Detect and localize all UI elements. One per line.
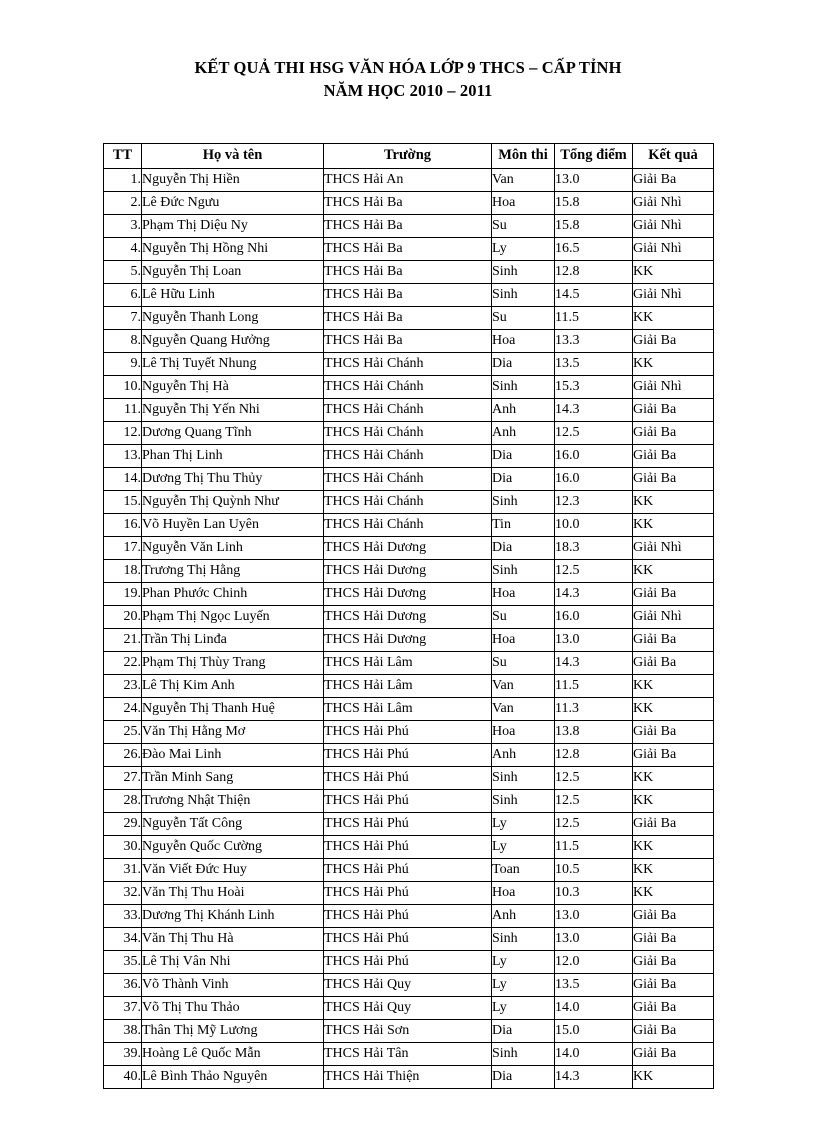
cell-tt: 23. — [104, 675, 142, 698]
table-row — [104, 813, 714, 836]
cell-tt: 7. — [104, 307, 142, 330]
cell-subject: Su — [492, 606, 555, 629]
cell-name: Lê Đức Ngưu — [142, 192, 324, 215]
cell-school: THCS Hải Thiện — [324, 1066, 492, 1089]
table-row — [104, 767, 714, 790]
column-header-result: Kết quả — [633, 144, 714, 169]
table-row — [104, 882, 714, 905]
cell-school: THCS Hải Quy — [324, 997, 492, 1020]
cell-subject: Su — [492, 307, 555, 330]
table-row — [104, 1066, 714, 1089]
cell-subject: Van — [492, 675, 555, 698]
table-row — [104, 422, 714, 445]
table-row — [104, 399, 714, 422]
cell-school: THCS Hải Chánh — [324, 445, 492, 468]
cell-score: 16.0 — [555, 606, 633, 629]
cell-result: Giải Ba — [633, 445, 714, 468]
table-row — [104, 284, 714, 307]
cell-school: THCS Hải Ba — [324, 238, 492, 261]
cell-score: 11.5 — [555, 836, 633, 859]
cell-name: Đào Mai Linh — [142, 744, 324, 767]
table-row — [104, 997, 714, 1020]
cell-tt: 30. — [104, 836, 142, 859]
cell-tt: 32. — [104, 882, 142, 905]
cell-subject: Ly — [492, 951, 555, 974]
cell-result: KK — [633, 1066, 714, 1089]
cell-result: Giải Nhì — [633, 376, 714, 399]
cell-name: Dương Thị Khánh Linh — [142, 905, 324, 928]
cell-name: Phạm Thị Diệu Ny — [142, 215, 324, 238]
cell-result: KK — [633, 698, 714, 721]
table-row — [104, 859, 714, 882]
cell-tt: 18. — [104, 560, 142, 583]
table-row — [104, 261, 714, 284]
cell-tt: 28. — [104, 790, 142, 813]
cell-score: 11.5 — [555, 675, 633, 698]
table-row — [104, 307, 714, 330]
cell-result: Giải Ba — [633, 744, 714, 767]
cell-tt: 38. — [104, 1020, 142, 1043]
cell-result: Giải Nhì — [633, 238, 714, 261]
table-row — [104, 514, 714, 537]
cell-school: THCS Hải Phú — [324, 836, 492, 859]
cell-result: KK — [633, 882, 714, 905]
cell-tt: 20. — [104, 606, 142, 629]
cell-result: Giải Ba — [633, 169, 714, 192]
cell-tt: 15. — [104, 491, 142, 514]
cell-score: 13.5 — [555, 974, 633, 997]
table-row — [104, 836, 714, 859]
cell-subject: Ly — [492, 238, 555, 261]
cell-name: Nguyễn Thị Quỳnh Như — [142, 491, 324, 514]
table-row — [104, 215, 714, 238]
cell-tt: 16. — [104, 514, 142, 537]
cell-subject: Dia — [492, 445, 555, 468]
table-row — [104, 560, 714, 583]
cell-school: THCS Hải Chánh — [324, 514, 492, 537]
cell-score: 10.5 — [555, 859, 633, 882]
page-title-line2: NĂM HỌC 2010 – 2011 — [323, 81, 493, 100]
cell-score: 15.8 — [555, 192, 633, 215]
cell-result: KK — [633, 767, 714, 790]
cell-subject: Dia — [492, 1020, 555, 1043]
cell-school: THCS Hải Chánh — [324, 353, 492, 376]
cell-result: Giải Ba — [633, 997, 714, 1020]
cell-result: Giải Nhì — [633, 606, 714, 629]
cell-school: THCS Hải Dương — [324, 606, 492, 629]
cell-score: 12.5 — [555, 560, 633, 583]
cell-school: THCS Hải Phú — [324, 744, 492, 767]
cell-subject: Ly — [492, 997, 555, 1020]
cell-subject: Ly — [492, 836, 555, 859]
cell-score: 12.8 — [555, 261, 633, 284]
cell-name: Dương Quang Tĩnh — [142, 422, 324, 445]
cell-name: Phan Thị Linh — [142, 445, 324, 468]
cell-tt: 25. — [104, 721, 142, 744]
cell-score: 14.0 — [555, 1043, 633, 1066]
cell-result: Giải Ba — [633, 468, 714, 491]
cell-subject: Sinh — [492, 790, 555, 813]
cell-result: KK — [633, 514, 714, 537]
cell-tt: 14. — [104, 468, 142, 491]
cell-school: THCS Hải An — [324, 169, 492, 192]
cell-result: Giải Nhì — [633, 192, 714, 215]
cell-result: Giải Ba — [633, 1043, 714, 1066]
cell-result: Giải Nhì — [633, 284, 714, 307]
cell-subject: Sinh — [492, 928, 555, 951]
cell-tt: 21. — [104, 629, 142, 652]
cell-tt: 12. — [104, 422, 142, 445]
table-row — [104, 652, 714, 675]
cell-result: Giải Ba — [633, 721, 714, 744]
cell-school: THCS Hải Quy — [324, 974, 492, 997]
table-row — [104, 744, 714, 767]
table-row — [104, 951, 714, 974]
cell-name: Trần Thị Linđa — [142, 629, 324, 652]
cell-score: 12.5 — [555, 790, 633, 813]
table-row — [104, 721, 714, 744]
cell-result: Giải Ba — [633, 813, 714, 836]
cell-result: Giải Ba — [633, 399, 714, 422]
cell-subject: Sinh — [492, 1043, 555, 1066]
cell-tt: 27. — [104, 767, 142, 790]
cell-name: Lê Thị Kim Anh — [142, 675, 324, 698]
cell-name: Văn Thị Thu Hà — [142, 928, 324, 951]
cell-result: KK — [633, 836, 714, 859]
cell-result: KK — [633, 859, 714, 882]
cell-subject: Hoa — [492, 192, 555, 215]
table-row — [104, 905, 714, 928]
cell-score: 15.3 — [555, 376, 633, 399]
cell-score: 15.0 — [555, 1020, 633, 1043]
cell-result: Giải Ba — [633, 928, 714, 951]
cell-score: 13.0 — [555, 169, 633, 192]
cell-tt: 13. — [104, 445, 142, 468]
cell-school: THCS Hải Chánh — [324, 491, 492, 514]
cell-score: 14.3 — [555, 1066, 633, 1089]
cell-school: THCS Hải Phú — [324, 928, 492, 951]
cell-school: THCS Hải Phú — [324, 790, 492, 813]
cell-result: Giải Ba — [633, 974, 714, 997]
cell-score: 12.5 — [555, 767, 633, 790]
cell-score: 11.3 — [555, 698, 633, 721]
table-row — [104, 790, 714, 813]
cell-tt: 31. — [104, 859, 142, 882]
table-row — [104, 1043, 714, 1066]
cell-name: Nguyễn Quang Hưởng — [142, 330, 324, 353]
cell-subject: Dia — [492, 1066, 555, 1089]
cell-result: Giải Ba — [633, 652, 714, 675]
table-row — [104, 491, 714, 514]
cell-name: Trương Nhật Thiện — [142, 790, 324, 813]
cell-tt: 35. — [104, 951, 142, 974]
cell-score: 14.3 — [555, 652, 633, 675]
cell-school: THCS Hải Ba — [324, 192, 492, 215]
table-row — [104, 537, 714, 560]
page-title-line1: KẾT QUẢ THI HSG VĂN HÓA LỚP 9 THCS – CẤP TỈNH — [194, 58, 622, 77]
cell-tt: 2. — [104, 192, 142, 215]
table-row — [104, 192, 714, 215]
cell-name: Nguyễn Tất Công — [142, 813, 324, 836]
cell-name: Phạm Thị Ngọc Luyến — [142, 606, 324, 629]
cell-score: 13.3 — [555, 330, 633, 353]
cell-score: 13.0 — [555, 629, 633, 652]
table-body — [104, 169, 714, 1089]
cell-school: THCS Hải Dương — [324, 560, 492, 583]
cell-name: Nguyễn Thị Hồng Nhi — [142, 238, 324, 261]
cell-result: Giải Nhì — [633, 537, 714, 560]
cell-tt: 40. — [104, 1066, 142, 1089]
cell-score: 13.0 — [555, 905, 633, 928]
column-header-subject: Môn thi — [492, 144, 555, 169]
cell-name: Nguyễn Thị Loan — [142, 261, 324, 284]
cell-school: THCS Hải Lâm — [324, 652, 492, 675]
cell-tt: 33. — [104, 905, 142, 928]
cell-school: THCS Hải Phú — [324, 905, 492, 928]
cell-tt: 6. — [104, 284, 142, 307]
cell-school: THCS Hải Ba — [324, 215, 492, 238]
cell-school: THCS Hải Dương — [324, 583, 492, 606]
cell-score: 12.0 — [555, 951, 633, 974]
cell-name: Lê Thị Tuyết Nhung — [142, 353, 324, 376]
cell-tt: 26. — [104, 744, 142, 767]
cell-subject: Su — [492, 215, 555, 238]
cell-result: KK — [633, 790, 714, 813]
cell-subject: Anh — [492, 905, 555, 928]
cell-school: THCS Hải Ba — [324, 261, 492, 284]
cell-name: Dương Thị Thu Thủy — [142, 468, 324, 491]
table-header — [104, 144, 714, 169]
table-row — [104, 353, 714, 376]
cell-result: KK — [633, 560, 714, 583]
cell-name: Võ Thành Vinh — [142, 974, 324, 997]
cell-result: KK — [633, 353, 714, 376]
cell-school: THCS Hải Tân — [324, 1043, 492, 1066]
cell-tt: 29. — [104, 813, 142, 836]
cell-subject: Anh — [492, 399, 555, 422]
cell-school: THCS Hải Phú — [324, 882, 492, 905]
cell-subject: Sinh — [492, 767, 555, 790]
cell-score: 18.3 — [555, 537, 633, 560]
cell-subject: Hoa — [492, 330, 555, 353]
cell-result: KK — [633, 675, 714, 698]
cell-name: Văn Thị Hằng Mơ — [142, 721, 324, 744]
cell-school: THCS Hải Chánh — [324, 468, 492, 491]
cell-school: THCS Hải Sơn — [324, 1020, 492, 1043]
cell-result: Giải Ba — [633, 951, 714, 974]
cell-tt: 4. — [104, 238, 142, 261]
cell-name: Lê Thị Vân Nhi — [142, 951, 324, 974]
cell-result: Giải Ba — [633, 629, 714, 652]
cell-subject: Anh — [492, 744, 555, 767]
cell-name: Nguyễn Văn Linh — [142, 537, 324, 560]
cell-name: Thân Thị Mỹ Lương — [142, 1020, 324, 1043]
cell-subject: Dia — [492, 468, 555, 491]
cell-score: 16.5 — [555, 238, 633, 261]
table-row — [104, 698, 714, 721]
cell-tt: 17. — [104, 537, 142, 560]
cell-school: THCS Hải Chánh — [324, 376, 492, 399]
cell-name: Văn Viết Đức Huy — [142, 859, 324, 882]
cell-school: THCS Hải Phú — [324, 859, 492, 882]
column-header-tt: TT — [104, 144, 142, 169]
cell-tt: 24. — [104, 698, 142, 721]
cell-school: THCS Hải Phú — [324, 721, 492, 744]
table-row — [104, 169, 714, 192]
cell-subject: Ly — [492, 974, 555, 997]
cell-school: THCS Hải Lâm — [324, 698, 492, 721]
cell-name: Phạm Thị Thùy Trang — [142, 652, 324, 675]
cell-name: Nguyễn Thị Thanh Huệ — [142, 698, 324, 721]
cell-subject: Sinh — [492, 491, 555, 514]
cell-result: Giải Nhì — [633, 215, 714, 238]
cell-tt: 5. — [104, 261, 142, 284]
cell-result: Giải Ba — [633, 583, 714, 606]
cell-score: 11.5 — [555, 307, 633, 330]
table-row — [104, 583, 714, 606]
cell-score: 15.8 — [555, 215, 633, 238]
cell-name: Văn Thị Thu Hoài — [142, 882, 324, 905]
cell-name: Trần Minh Sang — [142, 767, 324, 790]
cell-name: Lê Hữu Linh — [142, 284, 324, 307]
table-row — [104, 606, 714, 629]
cell-name: Trương Thị Hằng — [142, 560, 324, 583]
cell-tt: 9. — [104, 353, 142, 376]
table-row — [104, 330, 714, 353]
cell-school: THCS Hải Phú — [324, 767, 492, 790]
cell-school: THCS Hải Chánh — [324, 399, 492, 422]
cell-school: THCS Hải Ba — [324, 284, 492, 307]
cell-subject: Sinh — [492, 284, 555, 307]
column-header-name: Họ và tên — [142, 144, 324, 169]
cell-subject: Sinh — [492, 376, 555, 399]
cell-name: Hoàng Lê Quốc Mẫn — [142, 1043, 324, 1066]
cell-subject: Hoa — [492, 629, 555, 652]
cell-subject: Ly — [492, 813, 555, 836]
cell-school: THCS Hải Phú — [324, 813, 492, 836]
cell-subject: Su — [492, 652, 555, 675]
cell-subject: Dia — [492, 537, 555, 560]
table-row — [104, 468, 714, 491]
cell-tt: 10. — [104, 376, 142, 399]
cell-tt: 3. — [104, 215, 142, 238]
cell-score: 10.3 — [555, 882, 633, 905]
cell-score: 16.0 — [555, 445, 633, 468]
cell-score: 14.3 — [555, 583, 633, 606]
cell-score: 14.0 — [555, 997, 633, 1020]
cell-result: Giải Ba — [633, 1020, 714, 1043]
cell-tt: 1. — [104, 169, 142, 192]
cell-subject: Dia — [492, 353, 555, 376]
cell-score: 14.5 — [555, 284, 633, 307]
cell-score: 13.0 — [555, 928, 633, 951]
cell-result: KK — [633, 261, 714, 284]
cell-school: THCS Hải Chánh — [324, 422, 492, 445]
cell-result: Giải Ba — [633, 905, 714, 928]
cell-subject: Van — [492, 169, 555, 192]
table-row — [104, 238, 714, 261]
cell-tt: 39. — [104, 1043, 142, 1066]
cell-score: 13.8 — [555, 721, 633, 744]
table-row — [104, 445, 714, 468]
cell-score: 14.3 — [555, 399, 633, 422]
cell-tt: 22. — [104, 652, 142, 675]
cell-name: Lê Bình Thảo Nguyên — [142, 1066, 324, 1089]
cell-result: KK — [633, 307, 714, 330]
cell-score: 12.3 — [555, 491, 633, 514]
cell-subject: Hoa — [492, 583, 555, 606]
table-row — [104, 376, 714, 399]
cell-score: 12.5 — [555, 813, 633, 836]
cell-name: Nguyễn Thị Hà — [142, 376, 324, 399]
cell-subject: Tin — [492, 514, 555, 537]
cell-score: 12.8 — [555, 744, 633, 767]
cell-score: 12.5 — [555, 422, 633, 445]
table-header-row — [104, 144, 714, 169]
table-row — [104, 629, 714, 652]
cell-name: Nguyễn Quốc Cường — [142, 836, 324, 859]
cell-score: 16.0 — [555, 468, 633, 491]
cell-subject: Van — [492, 698, 555, 721]
cell-name: Võ Thị Thu Thảo — [142, 997, 324, 1020]
cell-subject: Anh — [492, 422, 555, 445]
cell-tt: 19. — [104, 583, 142, 606]
cell-subject: Sinh — [492, 560, 555, 583]
cell-name: Nguyễn Thanh Long — [142, 307, 324, 330]
cell-score: 10.0 — [555, 514, 633, 537]
cell-tt: 34. — [104, 928, 142, 951]
cell-school: THCS Hải Ba — [324, 307, 492, 330]
column-header-school: Trường — [324, 144, 492, 169]
cell-subject: Sinh — [492, 261, 555, 284]
cell-result: KK — [633, 491, 714, 514]
table-row — [104, 928, 714, 951]
cell-name: Nguyễn Thị Yến Nhi — [142, 399, 324, 422]
cell-school: THCS Hải Ba — [324, 330, 492, 353]
cell-subject: Hoa — [492, 882, 555, 905]
cell-tt: 11. — [104, 399, 142, 422]
results-table-container — [103, 143, 713, 1089]
results-table — [103, 143, 714, 1089]
cell-subject: Hoa — [492, 721, 555, 744]
cell-name: Phan Phước Chinh — [142, 583, 324, 606]
table-row — [104, 1020, 714, 1043]
cell-name: Võ Huyền Lan Uyên — [142, 514, 324, 537]
cell-tt: 37. — [104, 997, 142, 1020]
cell-subject: Toan — [492, 859, 555, 882]
cell-result: Giải Ba — [633, 330, 714, 353]
cell-school: THCS Hải Dương — [324, 537, 492, 560]
cell-tt: 36. — [104, 974, 142, 997]
table-row — [104, 974, 714, 997]
table-row — [104, 675, 714, 698]
cell-school: THCS Hải Phú — [324, 951, 492, 974]
cell-tt: 8. — [104, 330, 142, 353]
cell-score: 13.5 — [555, 353, 633, 376]
cell-name: Nguyễn Thị Hiền — [142, 169, 324, 192]
cell-school: THCS Hải Lâm — [324, 675, 492, 698]
column-header-score: Tổng điểm — [555, 144, 633, 169]
cell-school: THCS Hải Dương — [324, 629, 492, 652]
cell-result: Giải Ba — [633, 422, 714, 445]
